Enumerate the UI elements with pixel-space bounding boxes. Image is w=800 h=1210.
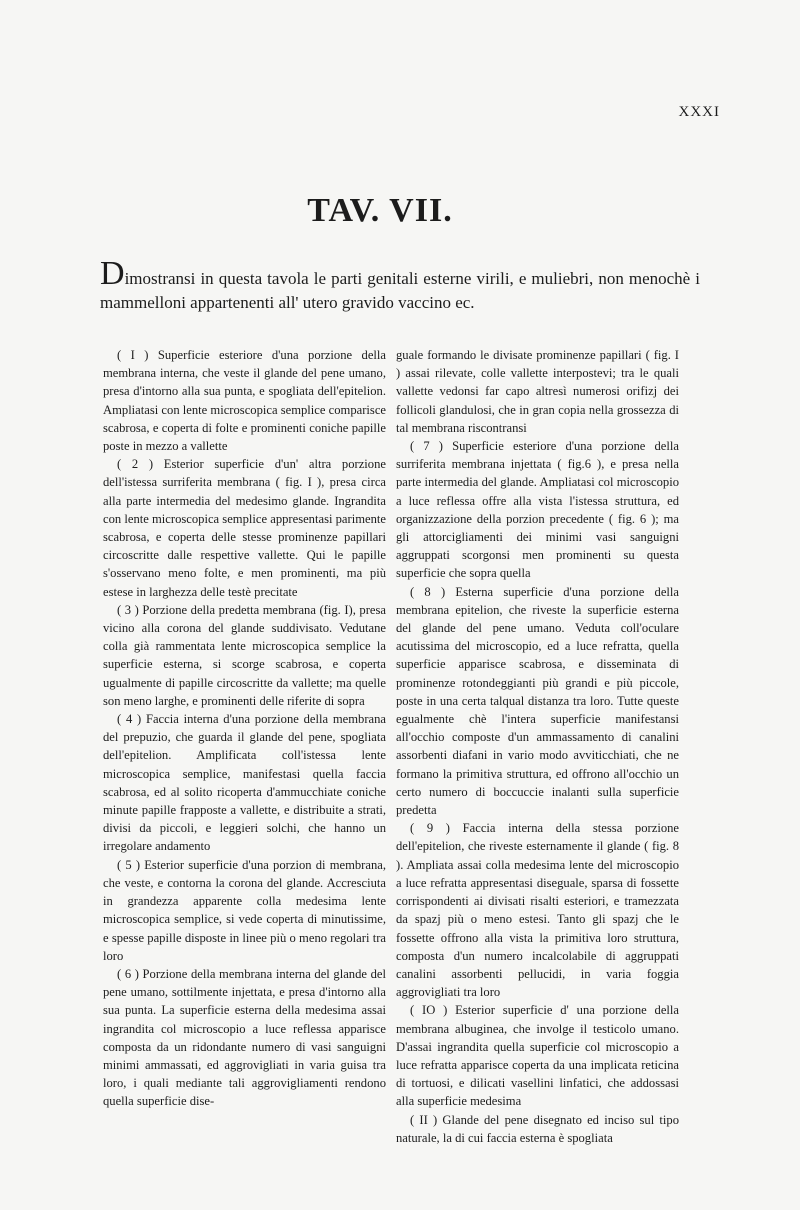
paragraph-6-continued: guale formando le divisate prominenze papillari ( fig. I ) assai rilevate, colle vallette interpostevi; tra le quali vallette vedonsi far capo altresì numerosi orifizj dei follicoli glandulosi, che in gran copia nella grossezza di tal membrana riscontransi	[396, 348, 679, 435]
plate-title: TAV. VII.	[307, 192, 453, 229]
paragraph-8: ( 8 ) Esterna superficie d'una porzione della membrana epitelion, che riveste la superficie esterna del glande del pene umano. Veduta coll'oculare acutissima del microscopio, ed a luce refratta, quella superficie apparisce scabrosa, e disseminata di prominenze rotondeggianti più grandi e più piccole, poste in una certa talqual distanza tra loro. Tutte queste egualmente chè l'intera superficie manifestansi all'occhio composte d'un ammassamento di canalini assorbenti diafani in vario modo avviticchiati, che ne formano la primitiva struttura, ed offrono all'occhio un certo numero di boccuccie inalanti sulla superficie predetta	[396, 584, 679, 818]
paragraph-3: ( 3 ) Porzione della predetta membrana (fig. I), presa vicino alla corona del glande suddivisato. Vedutane colla già rammentata lente microscopica semplice la superficie esterna, si scorge scabrosa, e coperta ugualmente di papille circoscritte da vallette; ma quelle son meno larghe, e prominenti delle riferite di sopra	[103, 602, 386, 708]
intro-text: imostransi in questa tavola le parti genitali esterne virili, e muliebri, non menochè i mammelloni appartenenti all' utero gravido vaccino ec.	[100, 269, 700, 312]
paragraph-10: ( IO ) Esterior superficie d' una porzione della membrana albuginea, che involge il testicolo umano. D'assai ingrandita quella superficie col microscopio a luce refratta apparisce coperta da una implicata reticina di tortuosi, e dilicati vasellini linfatici, che addossasi alla superficie medesima	[396, 1003, 679, 1109]
intro-paragraph	[100, 255, 700, 315]
paragraph-11: ( II ) Glande del pene disegnato ed inciso sul tipo naturale, la di cui faccia esterna è spogliata	[396, 1112, 679, 1145]
paragraph-1: ( I ) Superficie esteriore d'una porzione della membrana interna, che veste il glande del pene umano, presa d'intorno alla sua punta, e spogliata dell'epitelion. Ampliatasi con lente microscopica semplice comparisce scabrosa, e coperta di folte e prominenti coniche papille poste in mezzo a vallette	[103, 348, 386, 454]
paragraph-5: ( 5 ) Esterior superficie d'una porzion di membrana, che veste, e contorna la corona del glande. Accresciuta in grandezza apparente colla medesima lente microscopica semplice, si vede coperta di minutissime, e spesse papille disposte in linee più o meno regolari tra loro	[103, 857, 386, 963]
paragraph-2: ( 2 ) Esterior superficie d'un' altra porzione dell'istessa surriferita membrana ( fig. I ), presa circa alla parte intermedia del medesimo glande. Ingrandita con lente microscopica semplice appresentasi parimente scabrosa, e coperta delle stesse prominenze papillari circoscritte dalle respettive vallette. Qui le papille s'osservano meno folte, e men prominenti, ma più estese in larghezza delle testè precitate	[103, 457, 386, 599]
paragraph-9: ( 9 ) Faccia interna della stessa porzione dell'epitelion, che riveste esternamente il glande ( fig. 8 ). Ampliata assai colla medesima lente del microscopio a luce refratta appresentasi diseguale, sparsa di fossette corrispondenti ai divisati risalti esteriori, e tramezzata da spazj più o meno estesi. Tanto gli spazj che le fossette offrono alla vista la primitiva loro struttura, composta d'un numero incalcolabile di aggruppati canalini assorbenti pellucidi, in varia foggia aggrovigliati tra loro	[396, 821, 679, 1000]
page-number: XXXI	[678, 104, 720, 120]
paragraph-7: ( 7 ) Superficie esteriore d'una porzione della surriferita membrana injettata ( fig.6 ), e presa nella parte intermedia del glande. Ampliatasi col microscopio a luce reflessa offre alla vista l'istessa struttura, ed organizzazione della porzion precedente ( fig. 6 ); ma gli attorcigliamenti dei minimi vasi sanguigni aggruppati scorgonsi men prominenti su questa superficie che sopra quella	[396, 439, 679, 581]
right-column	[396, 346, 679, 1147]
drop-cap: D	[100, 255, 125, 292]
paragraph-4: ( 4 ) Faccia interna d'una porzione della membrana del prepuzio, che guarda il glande del pene, spogliata dell'epitelion. Amplificata coll'istessa lente microscopica semplice, manifestasi quella faccia scabrosa, ed al solito ricoperta d'ammucchiate coniche minute papille frapposte a vallette, e distribuite a strati, divisi da piccoli, e leggieri solchi, che hanno un irregolare andamento	[103, 712, 386, 854]
left-column	[103, 346, 386, 1111]
paragraph-6: ( 6 ) Porzione della membrana interna del glande del pene umano, sottilmente injettata, e presa d'intorno alla sua punta. La superficie esterna della medesima assai ingrandita col microscopio a luce reflessa apparisce composta da un ridondante numero di vasi sanguigni minimi ammassati, ed aggrovigliati in varia guisa tra loro, i quali mediante tali aggrovigliamenti rendono quella superficie dise-	[103, 966, 386, 1109]
